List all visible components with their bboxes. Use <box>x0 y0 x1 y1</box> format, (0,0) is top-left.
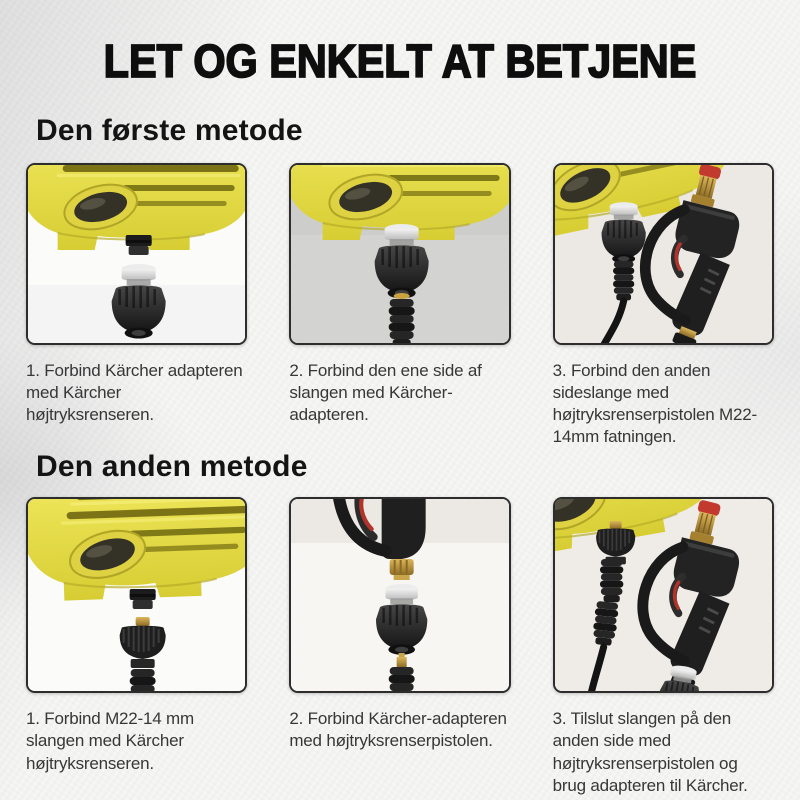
method-2-steps <box>26 497 774 796</box>
photo-hose-and-gun <box>553 163 774 345</box>
page-title: LET OG ENKELT AT BETJENE <box>103 35 697 87</box>
step-2-2 <box>289 497 510 796</box>
step-1-1 <box>26 163 247 448</box>
step-caption: 1. Forbind Kärcher adapteren med Kärcher højtryksrenseren. <box>26 361 243 425</box>
step-2-1 <box>26 497 247 796</box>
photo-m22-hose-below-washer <box>26 497 247 693</box>
outlet-port-illustration <box>126 235 152 255</box>
brass-fitting-icon <box>394 293 410 299</box>
step-caption: 3. Forbind den anden sideslange med højtryksrenserpistolen M22-14mm fatningen. <box>552 361 757 447</box>
step-1-3 <box>553 163 774 448</box>
step-2-3 <box>553 497 774 796</box>
hose-illustration <box>130 669 156 691</box>
step-1-2 <box>289 163 510 448</box>
photo-adapter-between-gun-and-hose <box>289 497 510 693</box>
photo-hose-gun-and-adapter <box>553 497 774 693</box>
method-2-heading: Den anden metode <box>36 450 308 484</box>
step-caption: 3. Tilslut slangen på den anden side med højtryksrenserpistolen og brug adapteren til Kärcher. <box>552 709 748 795</box>
photo-adapter-below-washer <box>26 163 247 345</box>
method-2-section <box>0 450 800 796</box>
method-1-steps <box>26 163 774 448</box>
step-caption: 1. Forbind M22-14 mm slangen med Kärcher højtryksrenseren. <box>26 709 194 773</box>
method-1-section <box>0 114 800 448</box>
step-caption: 2. Forbind den ene side af slangen med Kärcher-adapteren. <box>289 361 482 425</box>
hose-illustration <box>389 299 415 343</box>
photo-hose-to-adapter <box>289 163 510 345</box>
method-1-heading: Den første metode <box>36 114 303 147</box>
outlet-port-illustration <box>130 589 156 609</box>
step-caption: 2. Forbind Kärcher-adapteren med højtryksrenserpistolen. <box>289 709 507 751</box>
